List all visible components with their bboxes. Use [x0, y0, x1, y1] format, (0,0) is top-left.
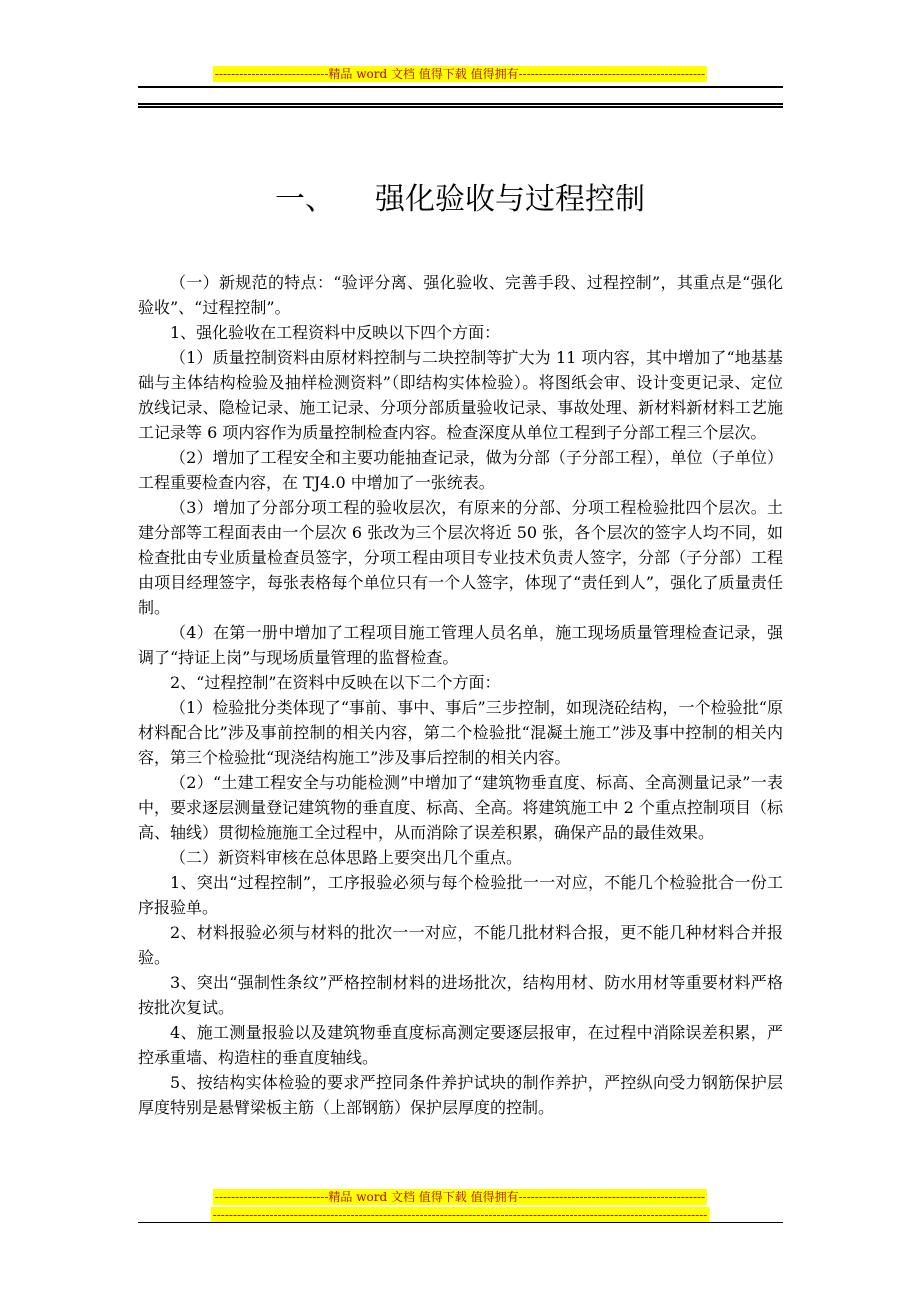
paragraph: 3、突出“强制性条纹”严格控制材料的进场批次，结构用材、防水用材等重要材料严格按批次复试。 [138, 973, 783, 1017]
paragraph: （1）质量控制资料由原材料控制与二块控制等扩大为 11 项内容，其中增加了“地基基础与主体结构检验及抽样检测资料”（即结构实体检验）。将图纸会审、设计变更记录、定位放线记录、隐检记录、施工记录、分项分部质量验收记录、事故处理、新材料新材料工艺施工记录等 6 项内容作为质量控制检查内容。检查深度从单位工程到子分部工程三个层次。 [138, 348, 783, 442]
paragraph: 2、材料报验必须与材料的批次一一对应，不能几批材料合报，更不能几种材料合并报验。 [138, 923, 783, 967]
paragraph: （3）增加了分部分项工程的验收层次，有原来的分部、分项工程检验批四个层次。土建分部等工程面表由一个层次 6 张改为三个层次将近 50 张，各个层次的签字人均不同，如检查批由专业质量检查员签字，分项工程由项目专业技术负责人签字，分部（子分部）工程由项目经理签字，每张表格每个单位只有一个人签字，体现了“责任到人”，强化了质量责任制。 [138, 498, 783, 617]
paragraph: （二）新资料审核在总体思路上要突出几个重点。 [170, 848, 523, 867]
header-banner: ----------------------------精品 word 文档 值得下载 值得拥有---------------------------------------------- [214, 67, 706, 81]
paragraph: （一）新规范的特点：“验评分离、强化验收、完善手段、过程控制”，其重点是“强化验收”、“过程控制”。 [138, 273, 783, 317]
paragraph: 1、强化验收在工程资料中反映以下四个方面： [170, 323, 501, 342]
footer-dashes: -------------------------------------------------------------------------------------------------------------------------- [212, 1208, 708, 1222]
header-rule-double-2 [138, 106, 783, 108]
paragraph: （4）在第一册中增加了工程项目施工管理人员名单，施工现场质量管理检查记录，强调了“持证上岗”与现场质量管理的监督检查。 [138, 623, 783, 667]
paragraph: （2）“土建工程安全与功能检测”中增加了“建筑物垂直度、标高、全高测量记录”一表中，要求逐层测量登记建筑物的垂直度、标高、全高。将建筑施工中 2 个重点控制项目（标高、轴线）贯彻检施施工全过程中，从而消除了误差积累，确保产品的最佳效果。 [138, 773, 783, 842]
title-text: 强化验收与过程控制 [375, 182, 645, 217]
header-rule [138, 86, 783, 88]
title-number: 一、 [275, 182, 335, 217]
document-body [138, 270, 783, 1120]
paragraph: 2、“过程控制”在资料中反映在以下二个方面： [170, 673, 501, 692]
footer-banner: ----------------------------精品 word 文档 值得下载 值得拥有---------------------------------------------- [214, 1190, 706, 1204]
page-title [0, 178, 920, 222]
paragraph: 1、突出“过程控制”，工序报验必须与每个检验批一一对应，不能几个检验批合一份工序报验单。 [138, 873, 783, 917]
header-rule-double [138, 103, 783, 105]
footer-rule [138, 1222, 783, 1223]
paragraph: （2）增加了工程安全和主要功能抽查记录，做为分部（子分部工程），单位（子单位）工程重要检查内容，在 TJ4.0 中增加了一张统表。 [138, 448, 783, 492]
paragraph: 5、按结构实体检验的要求严控同条件养护试块的制作养护，严控纵向受力钢筋保护层厚度特别是悬臂梁板主筋（上部钢筋）保护层厚度的控制。 [138, 1073, 783, 1117]
paragraph: 4、施工测量报验以及建筑物垂直度标高测定要逐层报审，在过程中消除误差积累，严控承重墙、构造柱的垂直度轴线。 [138, 1023, 783, 1067]
paragraph: （1）检验批分类体现了“事前、事中、事后”三步控制，如现浇砼结构，一个检验批“原材料配合比”涉及事前控制的相关内容，第二个检验批“混凝土施工”涉及事中控制的相关内容，第三个检验批“现浇结构施工”涉及事后控制的相关内容。 [138, 698, 783, 767]
